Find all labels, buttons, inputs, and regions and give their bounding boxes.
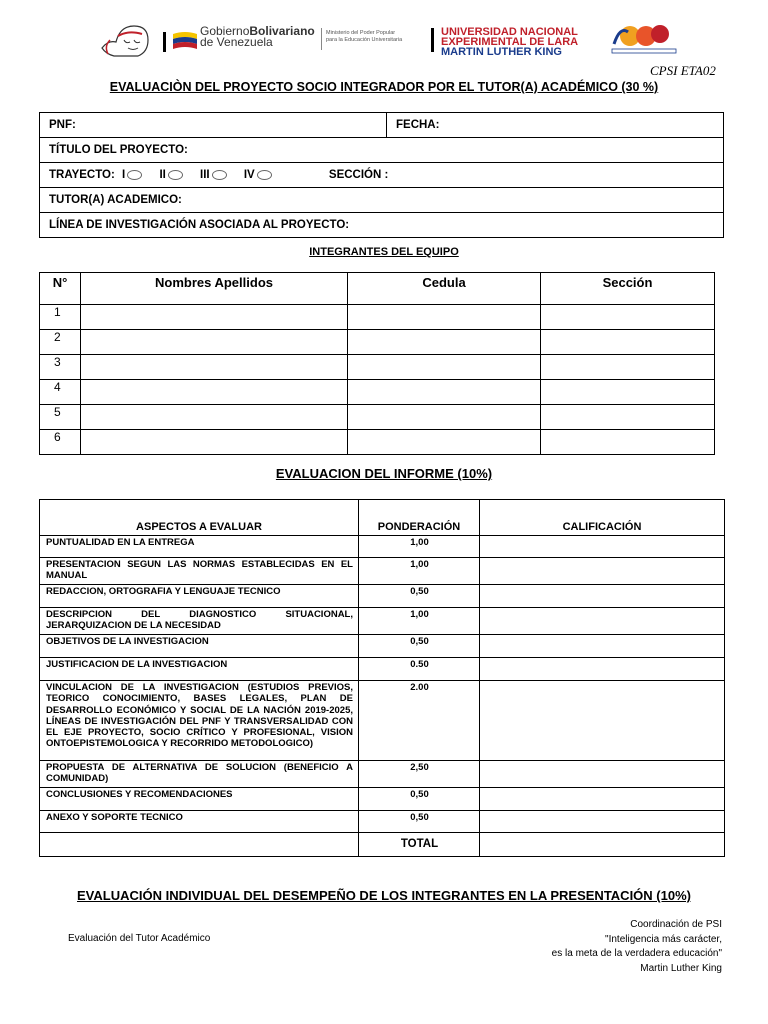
weight-cell: 0,50 <box>359 788 480 811</box>
aspect-cell: DESCRIPCION DEL DIAGNOSTICO SITUACIONAL, JERARQUIZACION DE LA NECESIDAD <box>40 608 359 635</box>
aspect-cell: OBJETIVOS DE LA INVESTIGACION <box>40 635 359 658</box>
names-cell[interactable] <box>81 355 348 380</box>
table-row <box>40 658 725 681</box>
header-divider <box>321 28 322 50</box>
footer-quote-line: "Inteligencia más carácter, <box>605 933 722 945</box>
titulo-field[interactable]: TÍTULO DEL PROYECTO: <box>40 138 724 163</box>
table-row <box>40 558 725 585</box>
linea-investigacion-field[interactable]: LÍNEA DE INVESTIGACIÓN ASOCIADA AL PROYECTO: <box>40 213 724 238</box>
row-number: 6 <box>40 430 81 455</box>
trayecto-option-label: I <box>122 169 126 181</box>
weight-cell: 1,00 <box>359 608 480 635</box>
trayecto-option-label: II <box>159 169 166 181</box>
table-row <box>40 430 715 455</box>
seccion-cell[interactable] <box>541 430 715 455</box>
venezuela-flag-icon <box>172 30 198 50</box>
table-row <box>40 761 725 788</box>
footer-quote-author: Martin Luther King <box>640 962 722 974</box>
weight-cell: 1,00 <box>359 536 480 558</box>
weight-cell: 2,50 <box>359 761 480 788</box>
row-number: 1 <box>40 305 81 330</box>
row-number: 3 <box>40 355 81 380</box>
cedula-cell[interactable] <box>348 330 541 355</box>
trayecto-label: TRAYECTO: <box>49 169 115 181</box>
trayecto-option-label: III <box>200 169 210 181</box>
cedula-cell[interactable] <box>348 305 541 330</box>
trayecto-row <box>40 163 724 188</box>
table-row <box>40 355 715 380</box>
names-cell[interactable] <box>81 305 348 330</box>
gobierno-bolivariano-logo: GobiernoBolivariano de Venezuela <box>200 24 315 49</box>
ministerio-logo-text: Ministerio del Poder Popular para la Educación Universitaria <box>326 30 403 43</box>
team-header-number: N° <box>40 273 81 305</box>
aspect-cell: PROPUESTA DE ALTERNATIVA DE SOLUCION (BENEFICIO A COMUNIDAD) <box>40 761 359 788</box>
seccion-cell[interactable] <box>541 405 715 430</box>
team-header-cedula: Cedula <box>348 273 541 305</box>
seccion-cell[interactable] <box>541 355 715 380</box>
team-section-title: INTEGRANTES DEL EQUIPO <box>309 246 459 258</box>
cedula-cell[interactable] <box>348 405 541 430</box>
grade-cell[interactable] <box>480 558 725 585</box>
aspect-cell: REDACCION, ORTOGRAFIA Y LENGUAJE TECNICO <box>40 585 359 608</box>
total-row <box>40 833 725 857</box>
weight-cell: 0.50 <box>359 658 480 681</box>
footer-coordination: Coordinación de PSI <box>630 919 722 930</box>
weight-cell: 1,00 <box>359 558 480 585</box>
weight-cell: 0,50 <box>359 635 480 658</box>
table-row <box>40 681 725 761</box>
footer-quote <box>552 918 722 976</box>
header-ponderacion: PONDERACIÓN <box>359 500 480 536</box>
total-label: TOTAL <box>359 833 480 857</box>
team-members-table <box>39 272 715 455</box>
anniversary-logo <box>608 22 678 56</box>
grade-cell[interactable] <box>480 536 725 558</box>
tutor-field[interactable]: TUTOR(A) ACADEMICO: <box>40 188 724 213</box>
document-code: CPSI ETA02 <box>650 63 716 78</box>
trayecto-option-label: IV <box>243 169 255 181</box>
names-cell[interactable] <box>81 405 348 430</box>
footer-quote-line: es la meta de la verdadera educación" <box>551 948 722 959</box>
names-cell[interactable] <box>81 380 348 405</box>
aspect-cell: PRESENTACION SEGUN LAS NORMAS ESTABLECIDAS EN EL MANUAL <box>40 558 359 585</box>
total-spacer <box>40 833 359 857</box>
aspect-cell: JUSTIFICACION DE LA INVESTIGACION <box>40 658 359 681</box>
trayecto-radio-iii[interactable] <box>212 170 227 180</box>
table-row <box>40 608 725 635</box>
weight-cell: 0,50 <box>359 585 480 608</box>
table-row <box>40 380 715 405</box>
table-row <box>40 330 715 355</box>
aspect-cell: PUNTUALIDAD EN LA ENTREGA <box>40 536 359 558</box>
aspect-cell: VINCULACION DE LA INVESTIGACION (ESTUDIOS PREVIOS, TEORICO CONOCIMIENTO, BASES LEGALES, PLAN DE DESARROLLO ECONÓMICO Y SOCIAL DE LA NACIÓN 2019-2025, LÍNEAS DE INVESTIGACIÓN DEL PNF Y TRANSVERSALIDAD CON EL EJE PROYECTO, SOCIO CRÍTICO Y PROFESIONAL, VISION ONTOEPISTEMOLOGICA Y RECORRIDO METODOLOGICO) <box>40 681 359 761</box>
seccion-cell[interactable] <box>541 305 715 330</box>
trayecto-radio-i[interactable] <box>127 170 142 180</box>
cedula-cell[interactable] <box>348 355 541 380</box>
informe-evaluation-table <box>39 499 725 857</box>
grade-cell[interactable] <box>480 761 725 788</box>
row-number: 4 <box>40 380 81 405</box>
header-divider <box>163 32 166 52</box>
header-divider <box>431 28 434 52</box>
cedula-cell[interactable] <box>348 430 541 455</box>
pnf-field[interactable]: PNF: <box>40 113 387 138</box>
table-row <box>40 811 725 833</box>
trayecto-radio-ii[interactable] <box>168 170 183 180</box>
table-row <box>40 405 715 430</box>
table-row <box>40 305 715 330</box>
trayecto-radio-iv[interactable] <box>257 170 272 180</box>
team-header-names: Nombres Apellidos <box>81 273 348 305</box>
footer-left-note: Evaluación del Tutor Académico <box>68 933 211 944</box>
aspect-cell: CONCLUSIONES Y RECOMENDACIONES <box>40 788 359 811</box>
seccion-field[interactable]: SECCIÓN : <box>328 169 389 181</box>
total-grade-cell[interactable] <box>480 833 725 857</box>
grade-cell[interactable] <box>480 635 725 658</box>
table-row <box>40 536 725 558</box>
individual-evaluation-title: EVALUACIÓN INDIVIDUAL DEL DESEMPEÑO DE LOS INTEGRANTES EN LA PRESENTACIÓN (10%) <box>77 888 691 903</box>
grade-cell[interactable] <box>480 585 725 608</box>
grade-cell[interactable] <box>480 658 725 681</box>
names-cell[interactable] <box>81 330 348 355</box>
seccion-cell[interactable] <box>541 380 715 405</box>
table-row <box>40 635 725 658</box>
header-calificacion: CALIFICACIÓN <box>480 500 725 536</box>
weight-cell: 2.00 <box>359 681 480 761</box>
header-aspectos: ASPECTOS A EVALUAR <box>40 500 359 536</box>
table-row <box>40 788 725 811</box>
weight-cell: 0,50 <box>359 811 480 833</box>
cedula-cell[interactable] <box>348 380 541 405</box>
names-cell[interactable] <box>81 430 348 455</box>
fecha-field[interactable]: FECHA: <box>387 113 724 138</box>
grade-cell[interactable] <box>480 788 725 811</box>
informe-section-title: EVALUACION DEL INFORME (10%) <box>275 466 493 481</box>
project-info-table <box>39 112 724 238</box>
row-number: 5 <box>40 405 81 430</box>
team-header-seccion: Sección <box>541 273 715 305</box>
grade-cell[interactable] <box>480 608 725 635</box>
grade-cell[interactable] <box>480 811 725 833</box>
mlk-portrait-logo <box>98 18 156 58</box>
grade-cell[interactable] <box>480 681 725 761</box>
seccion-cell[interactable] <box>541 330 715 355</box>
table-row <box>40 585 725 608</box>
page-title: EVALUACIÒN DEL PROYECTO SOCIO INTEGRADOR POR EL TUTOR(A) ACADÉMICO (30 %) <box>109 80 659 94</box>
unexpmlk-logo-text: UNIVERSIDAD NACIONAL EXPERIMENTAL DE LARA MARTIN LUTHER KING <box>441 26 579 58</box>
row-number: 2 <box>40 330 81 355</box>
aspect-cell: ANEXO Y SOPORTE TECNICO <box>40 811 359 833</box>
